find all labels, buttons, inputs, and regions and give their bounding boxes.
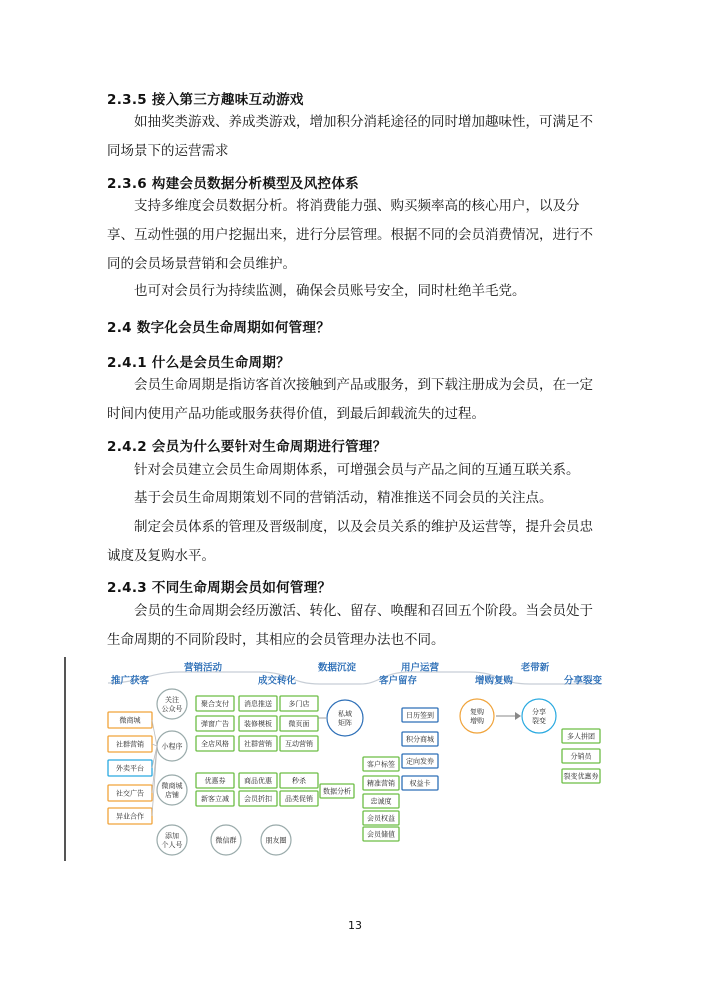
arrow-head (515, 712, 521, 720)
heading-2-4-3: 2.4.3 不同生命周期会员如何管理？ (107, 580, 332, 596)
grid2-box-3-label: 新客立减 (201, 794, 229, 803)
grid2-box-5-label: 品类促销 (285, 794, 313, 803)
stage-top-3: 老带新 (520, 662, 550, 674)
bottom-circle-0-label: 微信群 (215, 836, 237, 845)
grid2-box-4-label: 会员折扣 (244, 794, 272, 803)
share-circle-label: 分享裂变 (532, 708, 546, 725)
retain-box-1-label: 积分商城 (406, 735, 434, 744)
stage-bottom-1: 成交转化 (257, 675, 297, 687)
paragraph-2-4-2-c: 制定会员体系的管理及晋级制度，以及会员关系的维护及运营等，提升会员忠诚度及复购水平。 (107, 519, 593, 564)
grid1-box-3-label: 弹窗广告 (201, 719, 229, 728)
matrix-circle-label: 私域矩阵 (338, 710, 352, 727)
page-number: 13 (348, 919, 362, 932)
stage-line (108, 672, 600, 687)
grid1-box-6-label: 全店风格 (201, 739, 229, 748)
share-box-1-label: 分销员 (570, 752, 592, 761)
data-analysis-box-label: 数据分析 (323, 787, 351, 796)
left-box-2-label: 外卖平台 (116, 764, 144, 773)
left-box-4-label: 异业合作 (116, 812, 144, 821)
stage-bottom-0: 推广获客 (110, 675, 150, 687)
share-box-2-label: 裂变优惠券 (563, 772, 599, 781)
grid2-box-1-label: 商品优惠 (244, 776, 272, 785)
paragraph-2-4-2-b: 基于会员生命周期策划不同的营销活动，精准推送不同会员的关注点。 (134, 490, 553, 506)
left-box-1-label: 社群营销 (116, 740, 144, 749)
heading-2-4: 2.4 数字化会员生命周期如何管理？ (107, 320, 331, 336)
connector-left-1 (152, 744, 157, 746)
stage-top-1: 数据沉淀 (317, 662, 357, 674)
left-circle-0-label: 关注公众号 (161, 696, 183, 713)
tag-box-4-label: 会员储值 (367, 830, 395, 839)
grid1-box-8-label: 互动营销 (285, 739, 313, 748)
connector-left-0 (152, 720, 157, 746)
grid1-box-0-label: 聚合支付 (201, 699, 229, 708)
tag-box-3-label: 会员权益 (367, 814, 395, 823)
left-circle-3-label: 添加个人号 (161, 832, 183, 849)
retain-box-0-label: 日历签到 (406, 711, 434, 720)
paragraph-2-4-3: 会员的生命周期会经历激活、转化、留存、唤醒和召回五个阶段。当会员处于生命周期的不同阶段时，其相应的会员管理办法也不同。 (107, 603, 593, 648)
grid1-box-7-label: 社群营销 (244, 739, 272, 748)
grid1-box-1-label: 消息推送 (244, 699, 272, 708)
left-circle-2-label: 微商城店铺 (161, 782, 183, 799)
share-box-0-label: 多人拼团 (567, 732, 595, 741)
grid1-box-4-label: 装修模板 (244, 719, 272, 728)
left-box-0-label: 微商城 (119, 716, 141, 725)
heading-2-4-1: 2.4.1 什么是会员生命周期？ (107, 355, 290, 371)
retain-box-2-label: 定向发券 (406, 757, 434, 766)
stage-bottom-4: 分享裂变 (563, 675, 603, 687)
grid2-box-0-label: 优惠券 (204, 776, 226, 785)
paragraph-2-4-1: 会员生命周期是指访客首次接触到产品或服务，到下载注册成为会员，在一定时间内使用产品功能或服务获得价值，到最后卸载流失的过程。 (107, 377, 593, 422)
paragraph-2-3-6-b: 也可对会员行为持续监测，确保会员账号安全，同时杜绝羊毛党。 (134, 283, 526, 299)
left-circle-1-label: 小程序 (161, 742, 183, 751)
tag-box-0-label: 客户标签 (367, 760, 395, 769)
stage-top-0: 营销活动 (183, 662, 223, 674)
stage-bottom-2: 客户留存 (378, 675, 418, 687)
stage-bottom-3: 增购复购 (474, 675, 514, 687)
grid1-box-5-label: 微页面 (288, 719, 310, 728)
tag-box-2-label: 忠诚度 (370, 797, 392, 806)
stage-top-2: 用户运营 (400, 662, 440, 674)
bottom-circle-1-label: 朋友圈 (265, 836, 287, 845)
rebuy-circle-label: 复购增购 (470, 708, 484, 725)
paragraph-2-3-5: 如抽奖类游戏、养成类游戏，增加积分消耗途径的同时增加趣味性，可满足不同场景下的运营需求 (107, 114, 593, 159)
paragraph-2-4-2-a: 针对会员建立会员生命周期体系，可增强会员与产品之间的互通互联关系。 (134, 462, 580, 478)
paragraph-2-3-6-a: 支持多维度会员数据分析。将消费能力强、购买频率高的核心用户，以及分享、互动性强的用户挖掘出来，进行分层管理。根据不同的会员消费情况，进行不同的会员场景营销和会员维护。 (107, 198, 593, 272)
heading-2-3-5: 2.3.5 接入第三方趣味互动游戏 (107, 92, 304, 108)
grid2-box-2-label: 秒杀 (292, 776, 306, 785)
heading-2-4-2: 2.4.2 会员为什么要针对生命周期进行管理？ (107, 439, 387, 455)
retain-box-3-label: 权益卡 (409, 779, 431, 788)
tag-box-1-label: 精准营销 (367, 779, 395, 788)
grid1-box-2-label: 多门店 (288, 699, 310, 708)
left-box-3-label: 社交广告 (116, 789, 144, 798)
heading-2-3-6: 2.3.6 构建会员数据分析模型及风控体系 (107, 176, 359, 192)
